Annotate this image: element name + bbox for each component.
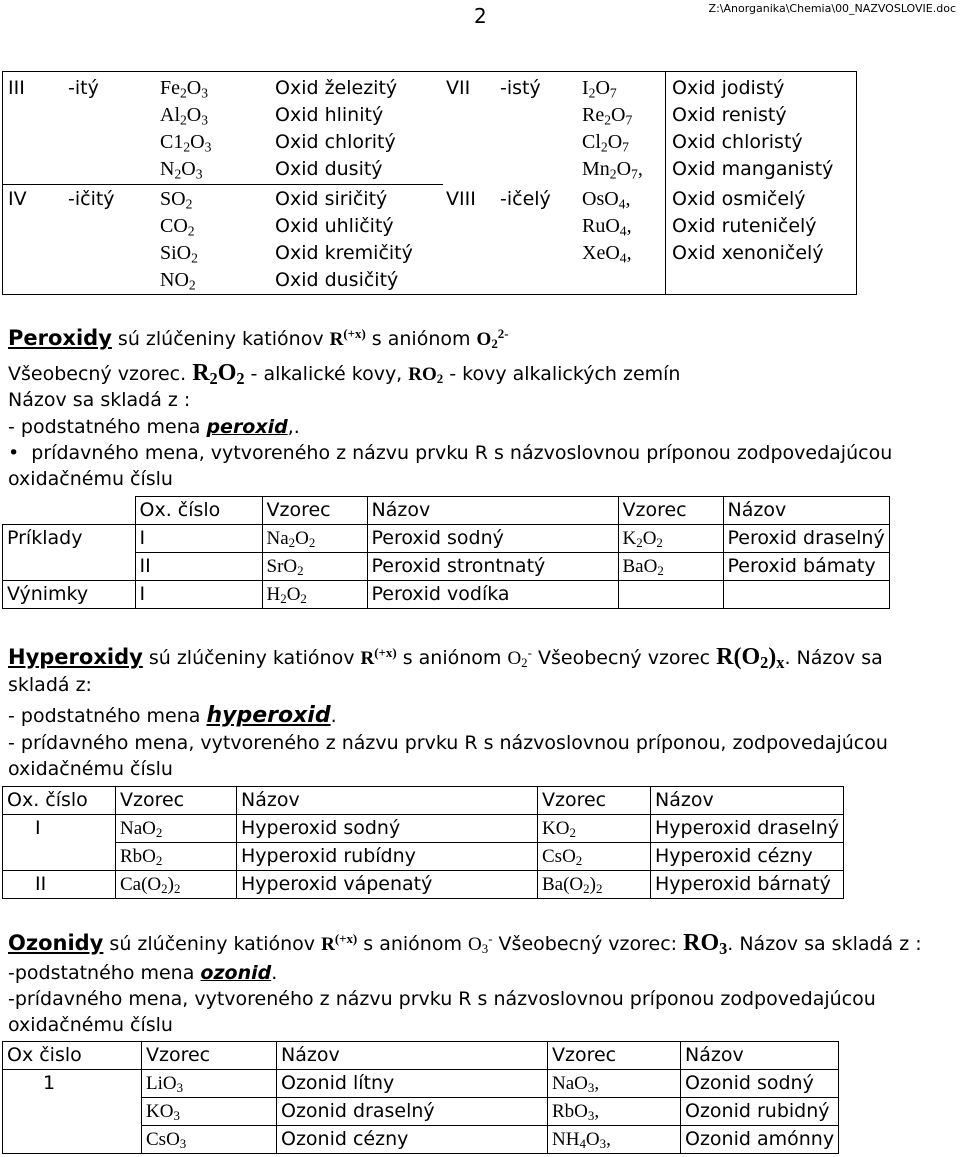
formula: OsO$_4$, [582, 188, 631, 212]
formula-cell [618, 581, 723, 609]
ozonides-rule1: -podstatného mena ozonid. [8, 962, 278, 984]
peroxides-naming: Názov sa skladá z : [8, 389, 191, 411]
ozonides-rule2-cont: oxidačnému číslu [8, 1014, 173, 1036]
oxide-table-divider [3, 184, 443, 185]
peroxides-table: Ox. číslo Vzorec Názov Vzorec Názov Príklady I $Na_2O_2$ Peroxid sodný $K_2O_2$ Peroxid draselný II SrO$_2$ Peroxid strontnatý BaO$_2$ Peroxid bámaty Výnimky I $H_2O_2$ Peroxid vodíka [2, 496, 890, 609]
formula-cell: $KO_3$ [142, 1098, 277, 1126]
formula: $Fe_2O_3$ [160, 77, 209, 101]
formula: XeO$_4$, [582, 242, 632, 266]
formula-list [582, 75, 643, 183]
suffix-icely: -ičelý [500, 188, 551, 210]
formula-cell: CsO$_2$ [538, 843, 651, 871]
formula: $N_2O_3$ [160, 158, 203, 182]
oxide-name: Oxid chloristý [672, 131, 803, 153]
formula: $Al_2O_3$ [160, 104, 209, 128]
formula: $CO_2$ [160, 215, 195, 239]
hyperoxides-rule1: - podstatného mena hyperoxid. [8, 703, 337, 728]
formula-cell: $K_2O_2$ [618, 525, 723, 553]
peroxides-rule1: - podstatného mena peroxid,. [8, 416, 300, 438]
suffix-ity: -itý [68, 77, 99, 99]
file-path: Z:\Anorganika\Chemia\00_NAZVOSLOVIE.doc [708, 2, 956, 15]
peroxides-formula: Všeobecný vzorec. $R_2O_2$ - alkalické kovy, $RO_2$ - kovy alkalických zemín [8, 360, 681, 389]
oxide-name: Oxid siričitý [275, 188, 388, 210]
oxide-name: Oxid chloritý [275, 131, 396, 153]
oxide-name: Oxid hlinitý [275, 104, 384, 126]
formula: $Re_2O_7$ [582, 104, 633, 128]
oxide-name: Oxid železitý [275, 77, 398, 99]
formula-cell: $Na_2O_2$ [262, 525, 367, 553]
formula-cell: NaO$_3$, [548, 1070, 681, 1098]
hyperoxides-table: Ox. číslo Vzorec Názov Vzorec Názov I NaO$_2$ Hyperoxid sodný $KO_2$ Hyperoxid draselný RbO$_2$ Hyperoxid rubídny CsO$_2$ Hyperoxid cézny II $Ca(O_2)_2$ Hyperoxid vápenatý $Ba(O_2)_2$ Hyperoxid bárnatý [2, 786, 844, 899]
name-list [275, 75, 397, 183]
formula-list [160, 75, 211, 183]
formula-cell: CsO$_3$ [142, 1126, 277, 1154]
formula-cell: $NH_4O_3$, [548, 1126, 681, 1154]
peroxides-rule2-cont: oxidačnému číslu [8, 468, 173, 490]
formula: RuO$_4$, [582, 215, 632, 239]
oxide-name: Oxid xenoničelý [672, 242, 824, 264]
peroxides-rule2: • prídavného mena, vytvoreného z názvu prvku R s názvoslovnou príponou zodpovedajúcou [8, 442, 893, 464]
ozonides-intro: Ozonidy sú zlúčeniny katiónov $R^{(+x)}$ s aniónom $O_3^-$ Všeobecný vzorec: $RO_3$. Názov sa skladá z : [8, 930, 922, 959]
formula-cell: LiO$_3$ [142, 1070, 277, 1098]
oxide-name: Oxid kremičitý [275, 242, 413, 264]
peroxides-intro: Peroxidy sú zlúčeniny katiónov $R^{(+x)}$ s aniónom $O_2^{2-}$ [8, 325, 509, 352]
ozonides-table: Ox čislo Vzorec Názov Vzorec Názov 1 LiO$_3$ Ozonid lítny NaO$_3$, Ozonid sodný $KO_3$ Ozonid draselný RbO$_3$, Ozonid rubidný CsO$_3$ Ozonid cézny $NH_4O_3$, Ozonid amónny [2, 1041, 839, 1154]
formula: $Cl_2O_7$ [582, 131, 629, 155]
formula-cell: SrO$_2$ [262, 553, 367, 581]
oxide-name: Oxid renistý [672, 104, 787, 126]
page-number: 2 [474, 4, 487, 28]
formula: $I_2O_7$ [582, 77, 617, 101]
oxide-name: Oxid manganistý [672, 158, 834, 180]
oxide-name: Oxid uhličitý [275, 215, 394, 237]
hyperoxides-naming: skladá z: [8, 674, 92, 696]
oxide-table-divider [665, 72, 666, 294]
formula: SiO$_2$ [160, 242, 198, 266]
oxide-name: Oxid osmičelý [672, 188, 806, 210]
formula-cell: $H_2O_2$ [262, 581, 367, 609]
formula-cell: $KO_2$ [538, 815, 651, 843]
ox-VIII: VIII [446, 188, 476, 210]
formula-cell: $Ca(O_2)_2$ [116, 871, 237, 899]
oxide-name: Oxid ruteničelý [672, 215, 817, 237]
formula: $C1_2O_3$ [160, 131, 212, 155]
name-list [275, 186, 413, 294]
formula: $NO_2$ [160, 269, 196, 293]
formula-cell: $Ba(O_2)_2$ [538, 871, 651, 899]
formula-list [582, 186, 632, 267]
oxide-name: Oxid dusitý [275, 158, 383, 180]
hyperoxides-rule2: - prídavného mena, vytvoreného z názvu prvku R s názvoslovnou príponou, zodpovedajúcou [8, 732, 888, 754]
name-list [672, 186, 824, 267]
oxide-name: Oxid jodistý [672, 77, 785, 99]
name-list [672, 75, 833, 183]
ozonides-rule2: -prídavného mena, vytvoreného z názvu prvku R s názvoslovnou príponou zodpovedajúcou [8, 988, 876, 1010]
hyperoxides-intro: Hyperoxidy sú zlúčeniny katiónov $R^{(+x)}$ s aniónom $O_2^-$ Všeobecný vzorec $R(O_2)_x$. Názov sa [8, 644, 883, 673]
formula-cell: BaO$_2$ [618, 553, 723, 581]
formula: $SO_2$ [160, 188, 193, 212]
ox-III: III [8, 77, 25, 99]
suffix-icity: -ičitý [68, 188, 115, 210]
oxide-name: Oxid dusičitý [275, 269, 399, 291]
hyperoxides-rule2-cont: oxidačnému číslu [8, 758, 173, 780]
formula-list [160, 186, 198, 294]
formula-cell: NaO$_2$ [116, 815, 237, 843]
suffix-isty: -istý [500, 77, 541, 99]
formula-cell: RbO$_2$ [116, 843, 237, 871]
formula: $Mn_2O_7$, [582, 158, 643, 182]
formula-cell: RbO$_3$, [548, 1098, 681, 1126]
ox-VII: VII [446, 77, 471, 99]
ox-IV: IV [8, 188, 27, 210]
